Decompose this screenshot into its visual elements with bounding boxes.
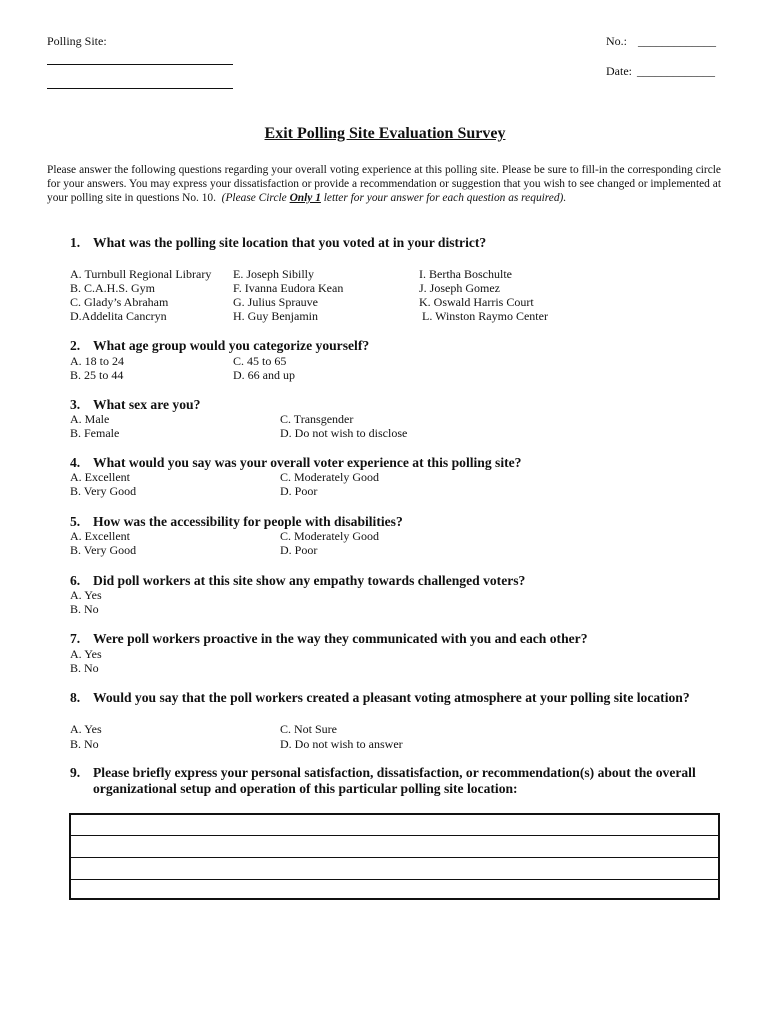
instructions-text: Please answer the following questions regarding your overall voting experience at this polling site. Please be sure to fill-in the corresponding circle for your answers. You may express your dissatisfaction or provide a recommendation or suggestion that you wish to see changed or implemented at your polling site in questions No. 10. (47, 164, 721, 204)
q3-option-b[interactable]: B. Female (70, 426, 120, 440)
q2-option-d[interactable]: D. 66 and up (233, 368, 295, 382)
q8-option-c[interactable]: C. Not Sure (280, 722, 337, 736)
q1-option-k[interactable]: K. Oswald Harris Court (419, 295, 534, 309)
q3-option-c[interactable]: C. Transgender (280, 412, 354, 426)
q1-option-l[interactable]: L. Winston Raymo Center (422, 309, 548, 323)
polling-site-label: Polling Site: (47, 34, 107, 48)
question-8: 8. Would you say that the poll workers created a pleasant voting atmosphere at your polling site location? (70, 690, 690, 705)
question-5: 5. How was the accessibility for people with disabilities? (70, 514, 403, 529)
number-blank: _____________ (638, 34, 716, 48)
survey-title: Exit Polling Site Evaluation Survey (264, 125, 506, 142)
q1-option-b[interactable]: B. C.A.H.S. Gym (70, 281, 156, 295)
question-9: 9. Please briefly express your personal satisfaction, dissatisfaction, or recommendation(s) about the overall organizational setup and operation of this particular polling site location: (70, 765, 696, 796)
q1-option-h[interactable]: H. Guy Benjamin (233, 309, 318, 323)
q1-option-a[interactable]: A. Turnbull Regional Library (70, 267, 212, 281)
question-7: 7. Were poll workers proactive in the way they communicated with you and each other? (70, 631, 588, 646)
q1-option-g[interactable]: G. Julius Sprauve (233, 295, 318, 309)
q6-option-a[interactable]: A. Yes (70, 588, 102, 602)
polling-site-line-1[interactable] (47, 64, 233, 65)
q5-option-b[interactable]: B. Very Good (70, 543, 137, 557)
q3-option-d[interactable]: D. Do not wish to disclose (280, 426, 408, 440)
q8-option-a[interactable]: A. Yes (70, 722, 102, 736)
question-2: 2. What age group would you categorize yourself? (70, 338, 370, 353)
answer-line-2 (71, 857, 718, 858)
q8-option-b[interactable]: B. No (70, 737, 99, 751)
question-1: 1. What was the polling site location that you voted at in your district? (70, 235, 487, 250)
number-field[interactable] (606, 34, 716, 49)
q1-option-d[interactable]: D.Addelita Cancryn (70, 309, 167, 323)
question-3: 3. What sex are you? (70, 397, 201, 412)
q8-option-d[interactable]: D. Do not wish to answer (280, 737, 403, 751)
q7-option-b[interactable]: B. No (70, 661, 99, 675)
q2-option-a[interactable]: A. 18 to 24 (70, 354, 124, 368)
answer-line-3 (71, 879, 718, 880)
q1-option-j[interactable]: J. Joseph Gomez (419, 281, 500, 295)
question-6: 6. Did poll workers at this site show any empathy towards challenged voters? (70, 573, 526, 588)
q1-option-i[interactable]: I. Bertha Boschulte (419, 267, 512, 281)
instructions-note: (Please Circle Only 1 letter for your answer for each question as required). (221, 192, 567, 204)
q5-option-c[interactable]: C. Moderately Good (280, 529, 379, 543)
number-label: No.: (606, 34, 627, 48)
date-label: Date: (606, 64, 632, 78)
q7-option-a[interactable]: A. Yes (70, 647, 102, 661)
q4-option-d[interactable]: D. Poor (280, 484, 318, 498)
question-4: 4. What would you say was your overall voter experience at this polling site? (70, 455, 522, 470)
instructions-emphasis: Only 1 (289, 192, 321, 204)
q4-option-b[interactable]: B. Very Good (70, 484, 137, 498)
q1-option-f[interactable]: F. Ivanna Eudora Kean (233, 281, 344, 295)
date-blank: _____________ (637, 64, 715, 78)
polling-site-line-2[interactable] (47, 88, 233, 89)
q6-option-b[interactable]: B. No (70, 602, 99, 616)
q4-option-c[interactable]: C. Moderately Good (280, 470, 379, 484)
q5-option-a[interactable]: A. Excellent (70, 529, 130, 543)
comments-answer-box[interactable] (69, 813, 720, 900)
instructions (47, 163, 721, 205)
date-field[interactable] (606, 64, 715, 79)
q2-option-b[interactable]: B. 25 to 44 (70, 368, 124, 382)
q3-option-a[interactable]: A. Male (70, 412, 110, 426)
answer-line-1 (71, 835, 718, 836)
q2-option-c[interactable]: C. 45 to 65 (233, 354, 287, 368)
q5-option-d[interactable]: D. Poor (280, 543, 318, 557)
q4-option-a[interactable]: A. Excellent (70, 470, 130, 484)
q1-option-c[interactable]: C. Glady’s Abraham (70, 295, 169, 309)
q1-option-e[interactable]: E. Joseph Sibilly (233, 267, 315, 281)
